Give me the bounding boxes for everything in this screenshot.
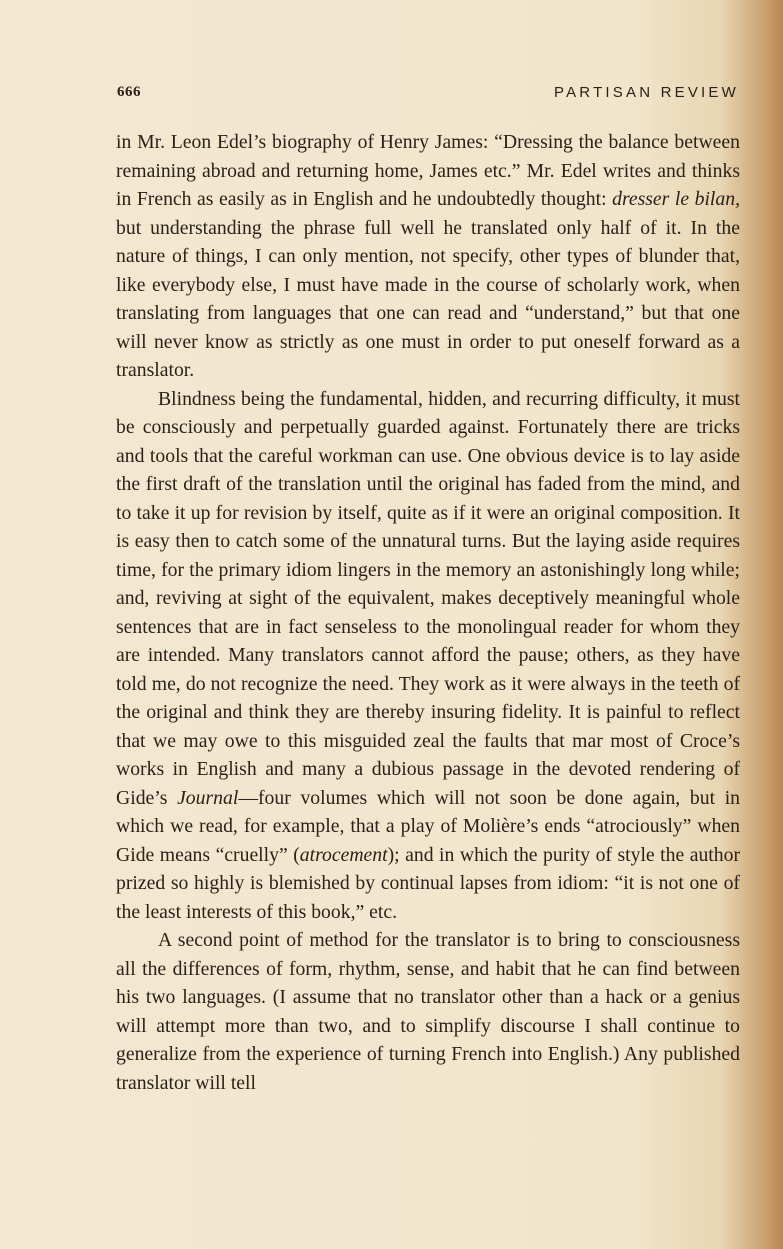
- paragraph-3: [116, 926, 740, 1097]
- running-head: PARTISAN REVIEW: [554, 84, 739, 101]
- italic-title: Journal: [177, 786, 239, 809]
- text-segment: ); and in which the purity of style the author prized so highly is blemished by continual lapses from idiom: “it is not one of the least interests of this book,” etc.: [116, 843, 740, 923]
- text-segment: in Mr. Leon Edel’s biography of Henry James: “Dressing the balance between remaining abroad and returning home, James etc.” Mr. Edel writes and thinks in French as easily as in English and he undoubtedly thought:: [116, 131, 740, 210]
- paragraph-2: [116, 385, 740, 927]
- page-header: [117, 84, 739, 108]
- body-text: [116, 128, 740, 1097]
- paragraph-1: [116, 128, 740, 385]
- text-segment: Blindness being the fundamental, hidden, and recurring difficulty, it must be consciously and perpetually guarded against. Fortunately there are tricks and tools that the careful workman can use. One obvious device is to lay aside the first draft of the translation until the original has faded from the mind, and to take it up for revision by itself, quite as if it were an original composition. It is easy then to catch some of the unnatural turns. But the laying aside requires time, for the primary idiom lingers in the memory an astonishingly long while; and, reviving at sight of the equivalent, makes deceptively meaningful whole sentences that are in fact senseless to the monolingual reader for whom they are intended. Many translators cannot afford the pause; others, as they have told me, do not recognize the need. They work as it were always in the teeth of the original and think they are thereby insuring fidelity. It is painful to reflect that we may owe to this misguided zeal the faults that mar most of Croce’s works in English and many a dubious passage in the devoted rendering of Gide’s: [116, 387, 740, 809]
- italic-word: atrocement: [299, 843, 388, 866]
- page-number: 666: [117, 84, 141, 100]
- italic-phrase: dresser le bilan,: [612, 188, 740, 210]
- text-segment: but understanding the phrase full well he translated only half of it. In the nature of things, I can only mention, not specify, other types of blunder that, like everybody else, I must have made in the course of scholarly work, when translating from languages that one can read and “understand,” but that one will never know as strictly as one must in order to put oneself forward as a translator.: [116, 216, 740, 381]
- text-segment: A second point of method for the translator is to bring to consciousness all the differences of form, rhythm, sense, and habit that he can find between his two languages. (I assume that no translator other than a hack or a genius will attempt more than two, and to simplify discourse I shall continue to generalize from the experience of turning French into English.) Any published translator will tell: [116, 929, 740, 1094]
- text-segment: —four volumes which will not soon be done again, but in which we read, for example, that a play of Molière’s ends “atrociously” when Gide means “cruelly” (: [116, 786, 741, 866]
